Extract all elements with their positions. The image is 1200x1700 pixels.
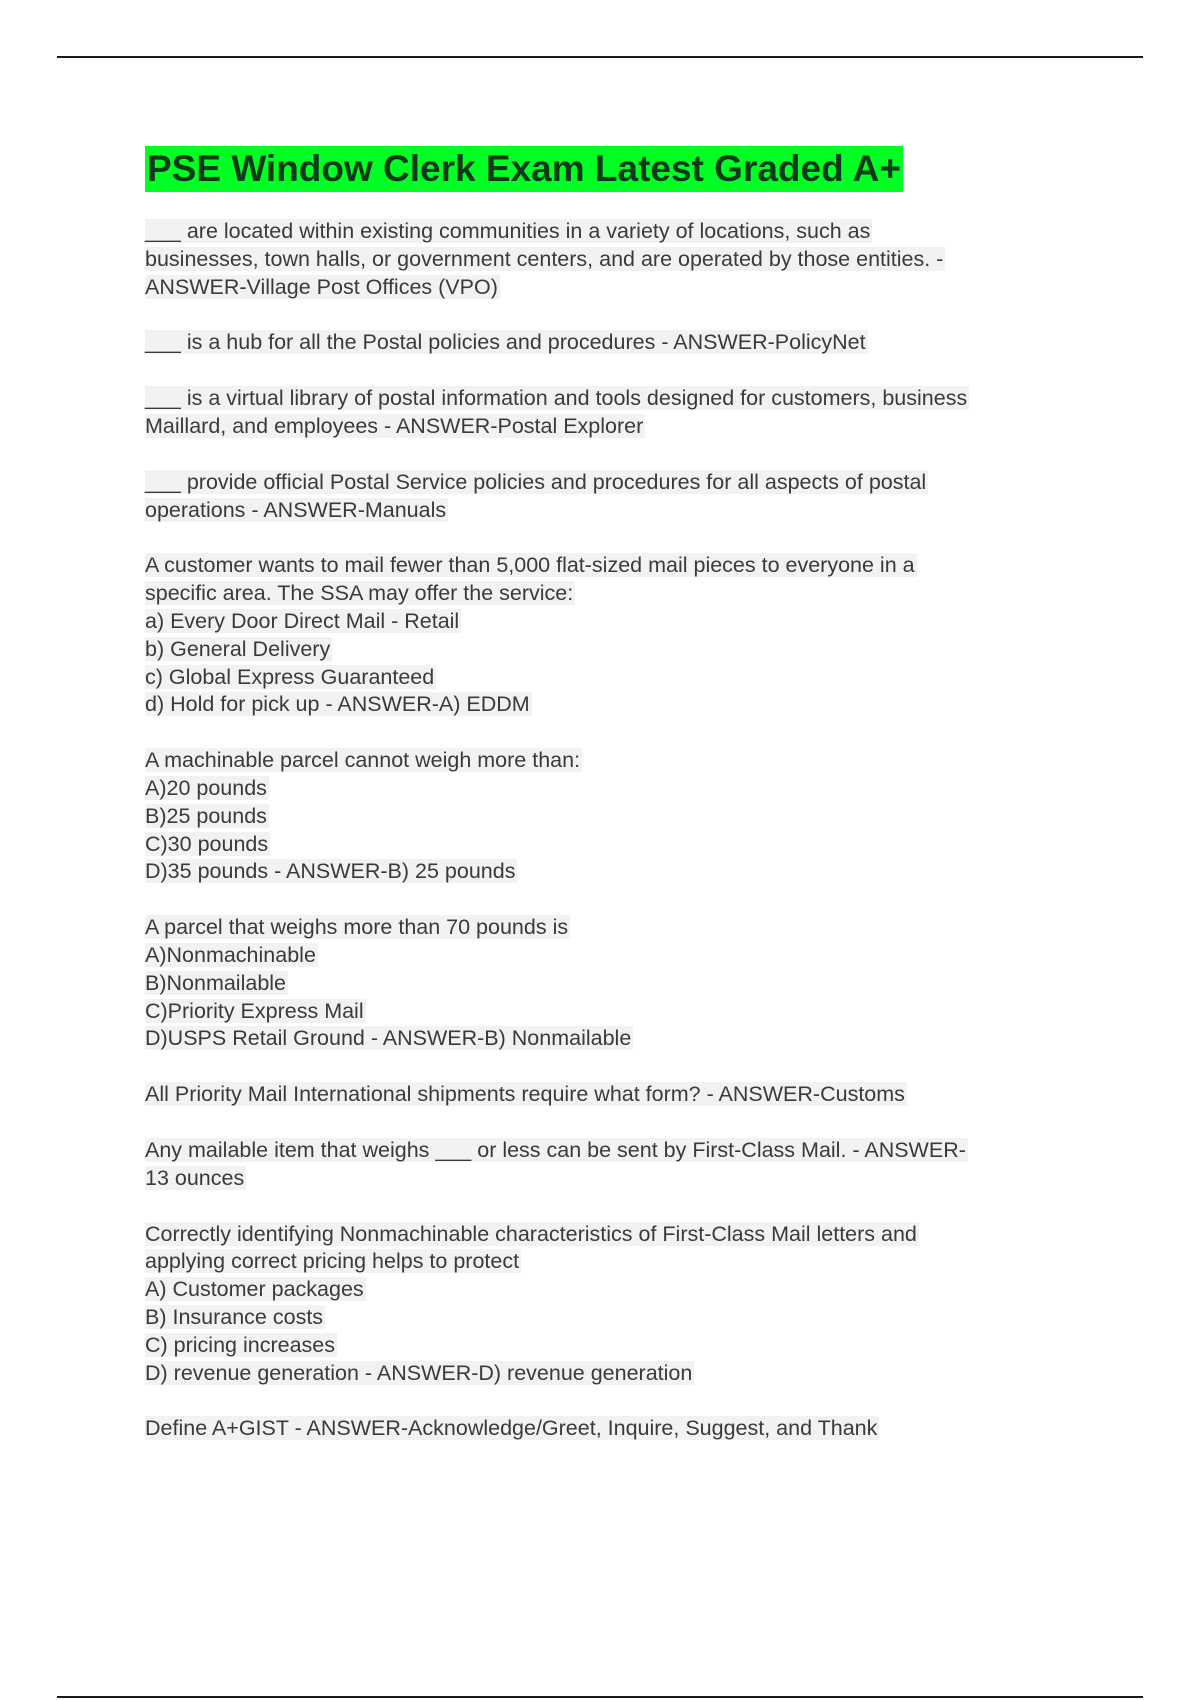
qa-line <box>145 1415 1090 1443</box>
qa-line <box>145 1304 1090 1332</box>
qa-list <box>145 218 1090 1443</box>
qa-line <box>145 246 1090 274</box>
qa-line <box>145 775 1090 803</box>
qa-line-text: All Priority Mail International shipments require what form? - ANSWER-Customs <box>145 1082 905 1107</box>
footer-rule <box>57 1696 1143 1698</box>
qa-entry <box>145 552 1090 719</box>
qa-line-text: A machinable parcel cannot weigh more than: <box>145 748 581 773</box>
qa-entry <box>145 385 1090 441</box>
qa-line <box>145 942 1090 970</box>
qa-line <box>145 218 1090 246</box>
qa-line <box>145 1165 1090 1193</box>
qa-line-text: C)30 pounds <box>145 831 269 856</box>
qa-line-text: applying correct pricing helps to protect <box>145 1249 520 1274</box>
qa-line <box>145 1025 1090 1053</box>
qa-line-text: ___ are located within existing communities in a variety of locations, such as <box>145 219 871 243</box>
qa-line <box>145 1332 1090 1360</box>
qa-line-text: C)Priority Express Mail <box>145 998 364 1023</box>
qa-line <box>145 1360 1090 1388</box>
qa-line <box>145 691 1090 719</box>
qa-line-text: B) Insurance costs <box>145 1304 324 1329</box>
qa-line-text: B)Nonmailable <box>145 970 287 995</box>
qa-line <box>145 385 1090 413</box>
qa-line-text: d) Hold for pick up - ANSWER-A) EDDM <box>145 692 530 717</box>
qa-line <box>145 497 1090 525</box>
qa-line <box>145 329 1090 357</box>
qa-line-text: D) revenue generation - ANSWER-D) revenue generation <box>145 1360 693 1385</box>
qa-line-text: A)Nonmachinable <box>145 942 316 967</box>
qa-entry <box>145 747 1090 886</box>
qa-entry <box>145 914 1090 1053</box>
qa-line-text: ___ provide official Postal Service policies and procedures for all aspects of postal <box>145 469 927 494</box>
qa-line-text: B)25 pounds <box>145 803 267 828</box>
qa-entry <box>145 1137 1090 1193</box>
qa-entry <box>145 1415 1090 1443</box>
qa-line-text: a) Every Door Direct Mail - Retail <box>145 608 460 633</box>
qa-line <box>145 858 1090 886</box>
qa-entry <box>145 329 1090 357</box>
qa-line-text: specific area. The SSA may offer the service: <box>145 581 574 606</box>
qa-line-text: ___ is a hub for all the Postal policies and procedures - ANSWER-PolicyNet <box>145 330 866 355</box>
qa-line-text: Correctly identifying Nonmachinable characteristics of First-Class Mail letters and <box>145 1221 917 1246</box>
qa-line-text: A) Customer packages <box>145 1277 364 1302</box>
qa-line <box>145 1137 1090 1165</box>
qa-line-text: operations - ANSWER-Manuals <box>145 497 447 522</box>
qa-line <box>145 608 1090 636</box>
qa-line-text: b) General Delivery <box>145 636 331 661</box>
qa-line <box>145 552 1090 580</box>
qa-line <box>145 914 1090 942</box>
qa-line <box>145 803 1090 831</box>
qa-line <box>145 413 1090 441</box>
qa-line <box>145 1221 1090 1249</box>
document-body <box>145 146 1090 1471</box>
qa-line <box>145 636 1090 664</box>
qa-line-text: 13 ounces <box>145 1165 245 1190</box>
qa-line <box>145 469 1090 497</box>
qa-entry <box>145 218 1090 301</box>
qa-line-text: C) pricing increases <box>145 1332 335 1357</box>
qa-line <box>145 580 1090 608</box>
qa-line <box>145 998 1090 1026</box>
qa-line <box>145 1248 1090 1276</box>
qa-entry <box>145 1081 1090 1109</box>
header-rule <box>57 56 1143 58</box>
qa-line-text: Define A+GIST - ANSWER-Acknowledge/Greet, Inquire, Suggest, and Thank <box>145 1416 878 1441</box>
qa-line-text: D)USPS Retail Ground - ANSWER-B) Nonmailable <box>145 1026 632 1051</box>
qa-line <box>145 747 1090 775</box>
qa-line <box>145 1081 1090 1109</box>
qa-line-text: Maillard, and employees - ANSWER-Postal Explorer <box>145 413 644 438</box>
qa-line-text: businesses, town halls, or government centers, and are operated by those entities. - <box>145 246 944 271</box>
qa-line-text: c) Global Express Guaranteed <box>145 664 435 689</box>
qa-line-text: A)20 pounds <box>145 775 267 800</box>
qa-line <box>145 1276 1090 1304</box>
qa-line <box>145 274 1090 302</box>
qa-line-text: A customer wants to mail fewer than 5,000 flat-sized mail pieces to everyone in a <box>145 553 915 578</box>
document-title: PSE Window Clerk Exam Latest Graded A+ <box>145 146 903 192</box>
qa-line <box>145 664 1090 692</box>
qa-entry <box>145 469 1090 525</box>
qa-line-text: ___ is a virtual library of postal information and tools designed for customers, business <box>145 386 968 411</box>
qa-line-text: D)35 pounds - ANSWER-B) 25 pounds <box>145 859 516 884</box>
qa-line <box>145 970 1090 998</box>
qa-line-text: Any mailable item that weighs ___ or less can be sent by First-Class Mail. - ANSWER- <box>145 1137 966 1162</box>
qa-line-text: A parcel that weighs more than 70 pounds is <box>145 915 569 940</box>
qa-line-text: ANSWER-Village Post Offices (VPO) <box>145 274 498 299</box>
qa-line <box>145 831 1090 859</box>
qa-entry <box>145 1221 1090 1388</box>
